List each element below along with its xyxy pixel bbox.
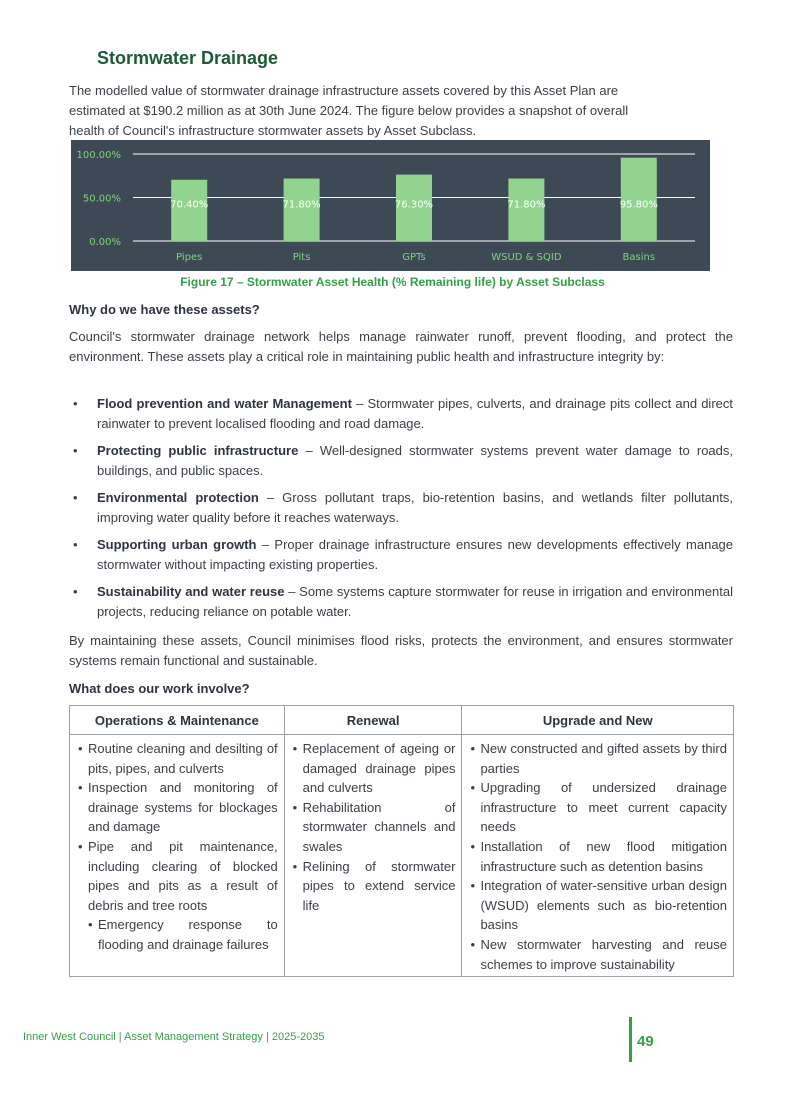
- chart-svg: [71, 140, 710, 271]
- intro-line: health of Council's infrastructure stormwater assets by Asset Subclass.: [69, 123, 477, 138]
- table-header-row: [70, 706, 734, 735]
- list-item: [69, 394, 733, 434]
- bullet-label: Flood prevention and water Management: [97, 396, 352, 411]
- x-tick-label: GPTs: [402, 252, 426, 263]
- bullet-dot: •: [73, 490, 78, 505]
- y-tick-label: 50.00%: [82, 193, 121, 205]
- renewal-cell: [284, 735, 462, 977]
- work-heading: What does our work involve?: [69, 681, 250, 696]
- page-number: 49: [637, 1033, 654, 1050]
- bullet-label: Environmental protection: [97, 490, 259, 505]
- header-renewal: Renewal: [284, 706, 462, 735]
- why-paragraph: Council's stormwater drainage network helps manage rainwater runoff, prevent flooding, and protect the environment. These assets play a critical role in maintaining public health and infrastructure integrity by:: [69, 329, 733, 364]
- bullet-text: – Proper drainage infrastructure ensures new developments effectively manage stormwater without impacting existing properties.: [97, 537, 734, 572]
- x-tick-label: Pipes: [176, 252, 203, 263]
- list-item: • Relining of stormwater pipes to extend service life: [291, 857, 456, 916]
- list-item: [69, 441, 733, 481]
- list-item: [69, 488, 733, 528]
- operations-cell: [70, 735, 285, 977]
- data-label: 76.30%: [394, 199, 434, 211]
- x-tick-label: Pits: [292, 252, 311, 263]
- table-row: [70, 735, 734, 977]
- bullet-dot: •: [73, 396, 78, 411]
- bullet-label: Sustainability and water reuse: [97, 584, 285, 599]
- list-item: [69, 582, 733, 622]
- list-item: • Installation of new flood mitigation infrastructure such as detention basins: [468, 837, 727, 876]
- list-item: • Rehabilitation of stormwater channels and swales: [291, 798, 456, 857]
- data-label: 71.80%: [507, 199, 546, 211]
- bullet-dot: •: [73, 443, 78, 458]
- upgrade-cell: [462, 735, 734, 977]
- bullet-dot: •: [73, 584, 78, 599]
- x-tick-label: WSUD & SQID: [491, 252, 562, 263]
- bullet-text: – Gross pollutant traps, bio-retention basins, and wetlands filter pollutants, improving water quality before it reaches waterways.: [97, 490, 733, 525]
- intro-paragraph: [69, 81, 733, 141]
- data-label: 95.80%: [619, 199, 658, 211]
- bullet-label: Supporting urban growth: [97, 537, 257, 552]
- bullet-label: Protecting public infrastructure: [97, 443, 299, 458]
- chart-caption: Figure 17 – Stormwater Asset Health (% Remaining life) by Asset Subclass: [180, 275, 605, 289]
- list-item: [69, 535, 733, 575]
- why-heading: Why do we have these assets?: [69, 302, 260, 317]
- y-tick-label: 100.00%: [76, 150, 121, 161]
- list-item: • Pipe and pit maintenance, including clearing of blocked pipes and pits as a result of debris and tree roots: [76, 837, 278, 915]
- data-label: 70.40%: [170, 199, 209, 211]
- work-table: [69, 705, 734, 977]
- header-upgrade: Upgrade and New: [462, 706, 734, 735]
- footer-divider: [629, 1017, 632, 1062]
- bullet-text: – Some systems capture stormwater for reuse in irrigation and environmental projects, reducing reliance on potable water.: [97, 584, 733, 619]
- list-item: • Routine cleaning and desilting of pits, pipes, and culverts: [76, 739, 278, 778]
- x-tick-label: Basins: [622, 252, 656, 263]
- list-item: • New stormwater harvesting and reuse schemes to improve sustainability: [468, 935, 727, 974]
- asset-health-chart: [71, 140, 710, 271]
- section-title: Stormwater Drainage: [97, 48, 279, 68]
- list-item: • Inspection and monitoring of drainage systems for blockages and damage: [76, 778, 278, 837]
- list-item: • New constructed and gifted assets by third parties: [468, 739, 727, 778]
- bullet-text: – Stormwater pipes, culverts, and drainage pits collect and direct rainwater to prevent localised flooding and road damage.: [97, 396, 733, 431]
- header-operations: Operations & Maintenance: [70, 706, 285, 735]
- bullet-dot: •: [73, 537, 78, 552]
- list-item: • Emergency response to flooding and drainage failures: [86, 915, 278, 954]
- intro-line: The modelled value of stormwater drainage infrastructure assets covered by this Asset Plan are: [69, 83, 619, 98]
- data-label: 71.80%: [282, 199, 321, 211]
- benefits-list: [69, 394, 733, 629]
- list-item: • Integration of water-sensitive urban design (WSUD) elements such as bio-retention basins: [468, 876, 727, 935]
- closing-paragraph: By maintaining these assets, Council minimises flood risks, protects the environment, and ensures stormwater systems remain functional and sustainable.: [69, 633, 733, 668]
- list-item: • Upgrading of undersized drainage infrastructure to meet current capacity needs: [468, 778, 727, 837]
- list-item: • Replacement of ageing or damaged drainage pipes and culverts: [291, 739, 456, 798]
- footer-text: Inner West Council | Asset Management Strategy | 2025-2035: [23, 1031, 325, 1043]
- bullet-text: – Well-designed stormwater systems prevent water damage to roads, buildings, and public spaces.: [97, 443, 734, 478]
- intro-line: estimated at $190.2 million as at 30th June 2024. The figure below provides a snapshot of overall: [69, 103, 629, 118]
- y-tick-label: 0.00%: [89, 237, 121, 248]
